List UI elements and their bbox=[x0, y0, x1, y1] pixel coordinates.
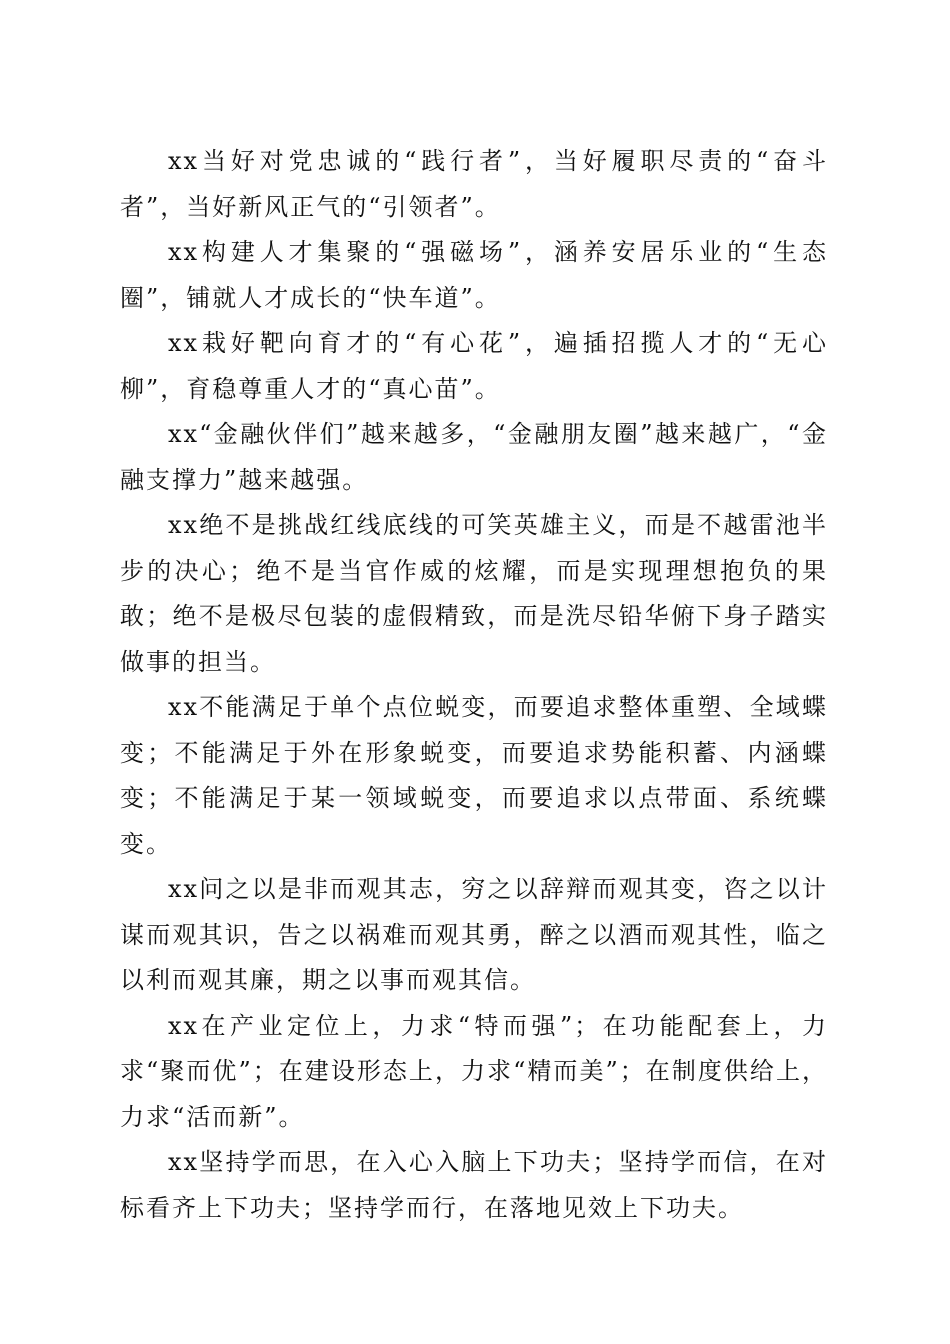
paragraph: xx“金融伙伴们”越来越多，“金融朋友圈”越来越广，“金融支撑力”越来越强。 bbox=[120, 420, 828, 494]
paragraph: xx栽好靶向育才的“有心花”，遍插招揽人才的“无心柳”，育稳尊重人才的“真心苗”。 bbox=[120, 329, 828, 403]
paragraph: xx在产业定位上，力求“特而强”；在功能配套上，力求“聚而优”；在建设形态上，力求“精而美”；在制度供给上，力求“活而新”。 bbox=[120, 1011, 828, 1131]
paragraph: xx问之以是非而观其志，穷之以辞辩而观其变，咨之以计谋而观其识，告之以祸难而观其勇，醉之以酒而观其性，临之以利而观其廉，期之以事而观其信。 bbox=[120, 875, 828, 994]
document-body bbox=[120, 139, 828, 1231]
paragraph: xx当好对党忠诚的“践行者”，当好履职尽责的“奋斗者”，当好新风正气的“引领者”。 bbox=[120, 147, 828, 221]
paragraph: xx构建人才集聚的“强磁场”，涵养安居乐业的“生态圈”，铺就人才成长的“快车道”。 bbox=[120, 238, 828, 312]
paragraph: xx绝不是挑战红线底线的可笑英雄主义，而是不越雷池半步的决心；绝不是当官作威的炫耀，而是实现理想抱负的果敢；绝不是极尽包装的虚假精致，而是洗尽铅华俯下身子踏实做事的担当。 bbox=[120, 511, 828, 676]
paragraph: xx坚持学而思，在入心入脑上下功夫；坚持学而信，在对标看齐上下功夫；坚持学而行，在落地见效上下功夫。 bbox=[120, 1148, 828, 1222]
paragraph: xx不能满足于单个点位蜕变，而要追求整体重塑、全域蝶变；不能满足于外在形象蜕变，而要追求势能积蓄、内涵蝶变；不能满足于某一领域蜕变，而要追求以点带面、系统蝶变。 bbox=[120, 693, 828, 858]
